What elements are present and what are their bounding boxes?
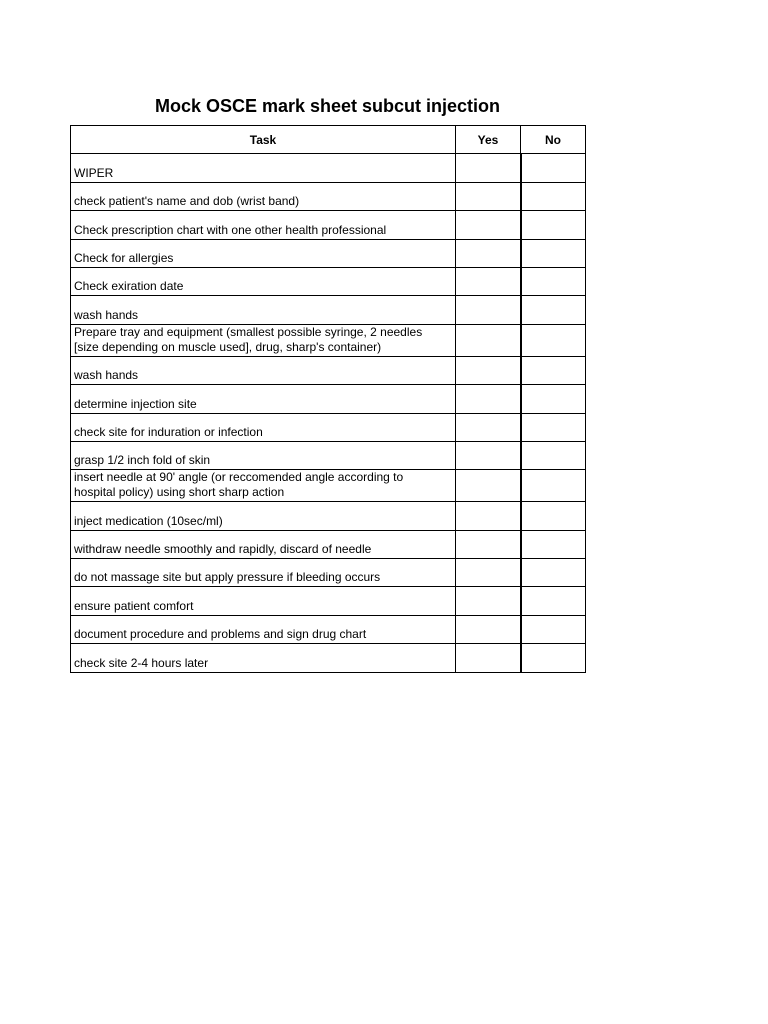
yes-cell[interactable] [456, 530, 521, 558]
table-row [71, 502, 586, 530]
task-cell: check site 2-4 hours later [71, 644, 456, 672]
no-column-header: No [521, 126, 586, 154]
no-cell[interactable] [521, 324, 586, 356]
yes-cell[interactable] [456, 154, 521, 182]
yes-cell[interactable] [456, 413, 521, 441]
table-row [71, 211, 586, 239]
yes-cell[interactable] [456, 182, 521, 210]
task-column-header: Task [71, 126, 456, 154]
yes-cell[interactable] [456, 615, 521, 643]
task-cell: check site for induration or infection [71, 413, 456, 441]
table-header-row [71, 126, 586, 154]
no-cell[interactable] [521, 441, 586, 469]
task-cell: ensure patient comfort [71, 587, 456, 615]
table-row [71, 296, 586, 324]
no-cell[interactable] [521, 530, 586, 558]
page-title: Mock OSCE mark sheet subcut injection [154, 96, 501, 116]
table-row [71, 324, 586, 356]
no-cell[interactable] [521, 644, 586, 672]
task-cell: document procedure and problems and sign drug chart [71, 615, 456, 643]
table-row [71, 182, 586, 210]
table-row [71, 413, 586, 441]
no-cell[interactable] [521, 559, 586, 587]
table-row [71, 154, 586, 182]
no-cell[interactable] [521, 587, 586, 615]
table-row [71, 587, 586, 615]
yes-cell[interactable] [456, 587, 521, 615]
table-row [71, 385, 586, 413]
no-cell[interactable] [521, 470, 586, 502]
yes-cell[interactable] [456, 385, 521, 413]
task-cell: wash hands [71, 356, 456, 384]
no-cell[interactable] [521, 385, 586, 413]
yes-cell[interactable] [456, 267, 521, 295]
yes-cell[interactable] [456, 324, 521, 356]
no-cell[interactable] [521, 296, 586, 324]
table-row [71, 530, 586, 558]
task-cell: Prepare tray and equipment (smallest possible syringe, 2 needles [size depending on muscle used], drug, sharp's container) [71, 324, 456, 356]
no-cell[interactable] [521, 211, 586, 239]
yes-cell[interactable] [456, 470, 521, 502]
task-cell: determine injection site [71, 385, 456, 413]
no-cell[interactable] [521, 154, 586, 182]
mark-sheet-table [70, 125, 586, 673]
table-row [71, 441, 586, 469]
task-cell: WIPER [71, 154, 456, 182]
table-row [71, 239, 586, 267]
task-cell: do not massage site but apply pressure if bleeding occurs [71, 559, 456, 587]
no-cell[interactable] [521, 239, 586, 267]
yes-cell[interactable] [456, 239, 521, 267]
no-cell[interactable] [521, 413, 586, 441]
task-cell: check patient's name and dob (wrist band) [71, 182, 456, 210]
table-row [71, 615, 586, 643]
task-cell: grasp 1/2 inch fold of skin [71, 441, 456, 469]
task-cell: insert needle at 90' angle (or reccomended angle according to hospital policy) using short sharp action [71, 470, 456, 502]
yes-cell[interactable] [456, 502, 521, 530]
yes-cell[interactable] [456, 296, 521, 324]
yes-cell[interactable] [456, 356, 521, 384]
task-cell: Check prescription chart with one other health professional [71, 211, 456, 239]
yes-cell[interactable] [456, 441, 521, 469]
yes-column-header: Yes [456, 126, 521, 154]
table-row [71, 470, 586, 502]
task-cell: Check exiration date [71, 267, 456, 295]
table-row [71, 356, 586, 384]
no-cell[interactable] [521, 502, 586, 530]
no-cell[interactable] [521, 182, 586, 210]
task-cell: inject medication (10sec/ml) [71, 502, 456, 530]
no-cell[interactable] [521, 615, 586, 643]
table-row [71, 267, 586, 295]
table-row [71, 644, 586, 672]
no-cell[interactable] [521, 356, 586, 384]
yes-cell[interactable] [456, 644, 521, 672]
table-row [71, 559, 586, 587]
task-cell: wash hands [71, 296, 456, 324]
task-cell: Check for allergies [71, 239, 456, 267]
yes-cell[interactable] [456, 211, 521, 239]
task-cell: withdraw needle smoothly and rapidly, discard of needle [71, 530, 456, 558]
no-cell[interactable] [521, 267, 586, 295]
yes-cell[interactable] [456, 559, 521, 587]
